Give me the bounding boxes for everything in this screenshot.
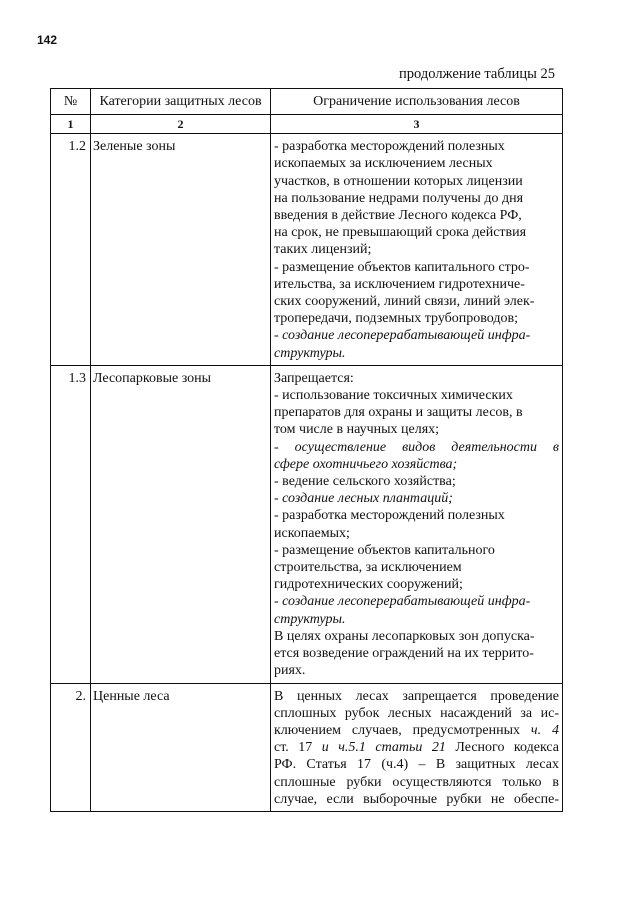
row-restriction xyxy=(271,683,563,811)
restriction-line: - создание лесоперерабатывающей инфра- xyxy=(274,328,531,344)
restriction-line xyxy=(274,705,559,722)
row-number: 1.3 xyxy=(51,365,91,683)
restriction-line: строительства, за исключением xyxy=(274,560,462,576)
restriction-line: том числе в научных целях; xyxy=(274,422,440,438)
restriction-line: риях. xyxy=(274,663,306,679)
restriction-line: ских сооружений, линий связи, линий элек- xyxy=(274,294,535,310)
row-number: 1.2 xyxy=(51,134,91,366)
column-number: 3 xyxy=(271,115,563,134)
restriction-line: таких лицензий; xyxy=(274,242,372,258)
column-number: 2 xyxy=(91,115,271,134)
restriction-text-run: и ч.5.1 статьи 21 xyxy=(321,740,446,756)
restriction-line: - осуществление видов деятельности в xyxy=(274,439,559,455)
restriction-text-run: ч. 4 xyxy=(530,722,559,738)
restriction-line: - создание лесоперерабатывающей инфра- xyxy=(274,594,531,610)
restriction-line: В целях охраны лесопарковых зон допуска- xyxy=(274,628,535,644)
column-number: 1 xyxy=(51,115,91,134)
restriction-line: тропередачи, подземных трубопроводов; xyxy=(274,311,518,327)
header-restriction: Ограничение использования лесов xyxy=(271,89,563,115)
header-num: № xyxy=(51,89,91,115)
row-category: Ценные леса xyxy=(91,683,271,811)
table-row xyxy=(51,134,563,366)
restriction-line: - размещение объектов капитального xyxy=(274,542,495,558)
restriction-line xyxy=(274,756,559,773)
restrictions-table xyxy=(50,88,563,812)
restriction-text-run: сплошных рубок лесных насаждений за ис- xyxy=(274,705,559,721)
row-restriction xyxy=(271,134,563,366)
restriction-line: гидротехнических сооружений; xyxy=(274,577,463,593)
restriction-line: Запрещается: xyxy=(274,370,354,386)
restriction-text-run: ст. 17 xyxy=(274,740,322,756)
restriction-line xyxy=(274,739,559,756)
restriction-line: на срок, не превышающий срока действия xyxy=(274,225,527,241)
restriction-text-run: случае, если выборочные рубки не обеспе- xyxy=(274,791,559,807)
restriction-line: - разработка месторождений полезных xyxy=(274,139,505,155)
restriction-line: участков, в отношении которых лицензии xyxy=(274,173,523,189)
restriction-line xyxy=(274,791,559,808)
row-category: Зеленые зоны xyxy=(91,134,271,366)
table-header-row xyxy=(51,89,563,115)
restriction-line xyxy=(274,722,559,739)
row-restriction xyxy=(271,365,563,683)
restriction-line: сфере охотничьего хозяйства; xyxy=(274,456,458,472)
restriction-line: ископаемых; xyxy=(274,525,350,541)
restriction-line: - использование токсичных химических xyxy=(274,388,513,404)
table-continuation-caption: продолжение таблицы 25 xyxy=(399,66,555,82)
restriction-line xyxy=(274,774,559,791)
row-number: 2. xyxy=(51,683,91,811)
restriction-line: - создание лесных плантаций; xyxy=(274,491,453,507)
restriction-text-run: Лесного кодекса xyxy=(445,740,560,756)
restriction-line: - ведение сельского хозяйства; xyxy=(274,474,456,490)
restriction-text-run: РФ. Статья 17 (ч.4) – В защитных лесах xyxy=(274,757,559,773)
restriction-text-run: сплошные рубки осуществляются только в xyxy=(274,774,559,790)
table-row xyxy=(51,683,563,811)
restriction-line: - разработка месторождений полезных xyxy=(274,508,505,524)
column-number-row xyxy=(51,115,563,134)
restriction-text-run: В ценных лесах запрещается проведение xyxy=(274,688,559,704)
header-category: Категории защитных лесов xyxy=(91,89,271,115)
restriction-line: структуры. xyxy=(274,345,346,361)
row-category: Лесопарковые зоны xyxy=(91,365,271,683)
restriction-text-run: ключением случаев, предусмотренных xyxy=(274,722,531,738)
restriction-line: ископаемых за исключением лесных xyxy=(274,156,493,172)
restriction-line: ительства, за исключением гидротехниче- xyxy=(274,276,525,292)
restriction-line: структуры. xyxy=(274,611,346,627)
page-number: 142 xyxy=(37,33,58,47)
restriction-line: введения в действие Лесного кодекса РФ, xyxy=(274,208,522,224)
restriction-line: - размещение объектов капитального стро- xyxy=(274,259,530,275)
table-row xyxy=(51,365,563,683)
restriction-line: ется возведение ограждений на их террито- xyxy=(274,646,534,662)
restriction-line: препаратов для охраны и защиты лесов, в xyxy=(274,405,523,421)
restriction-line: на пользование недрами получены до дня xyxy=(274,190,524,206)
restriction-line xyxy=(274,688,559,705)
